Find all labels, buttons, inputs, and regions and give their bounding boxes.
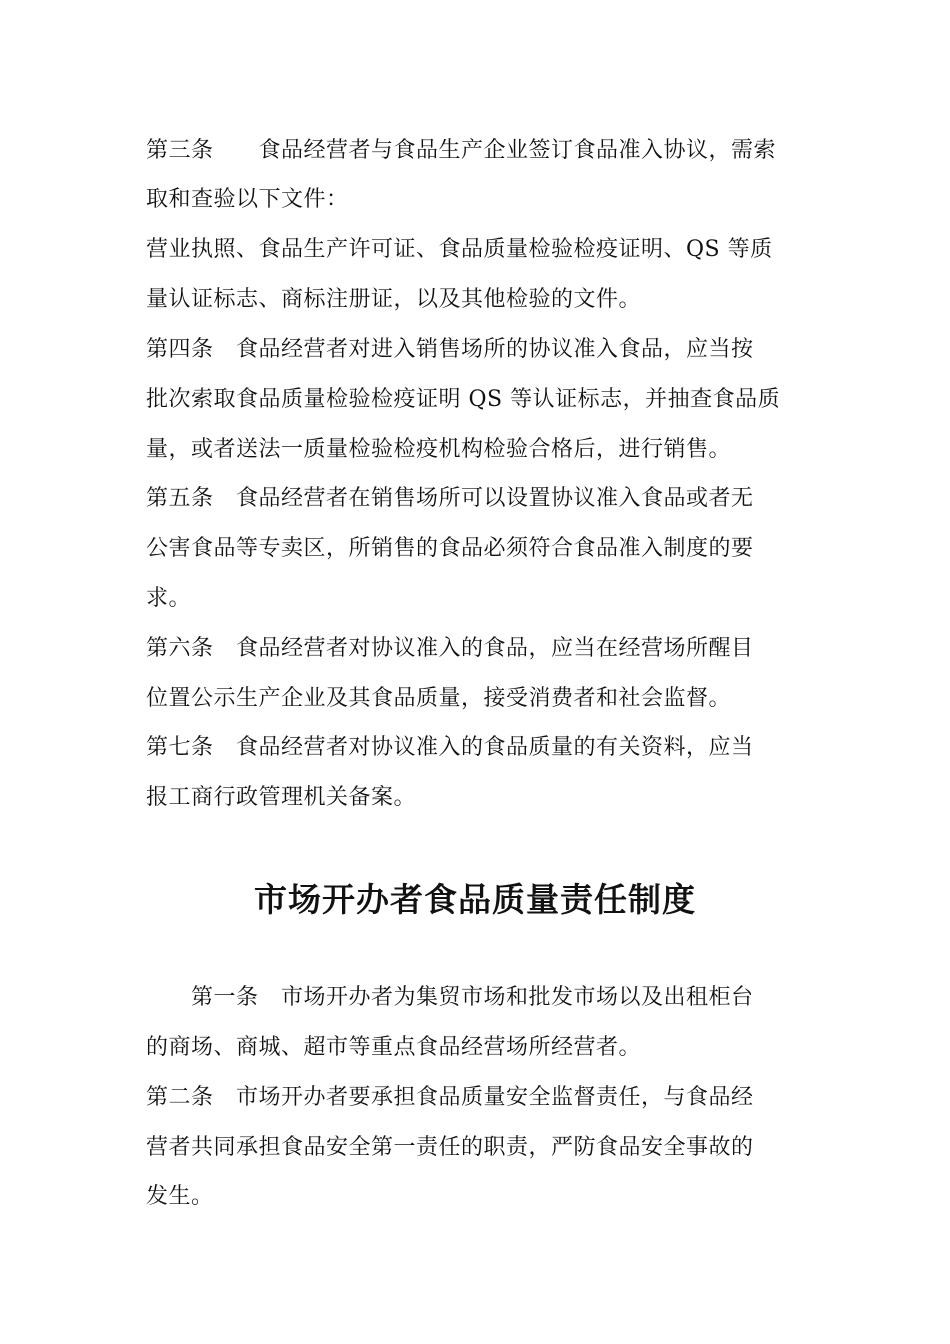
text-line: 第七条 食品经营者对协议准入的食品质量的有关资料，应当 xyxy=(146,735,754,760)
text-line: 营业执照、食品生产许可证、食品质量检验检疫证明、QS 等质 xyxy=(146,237,773,262)
text-line: 报工商行政管理机关备案。 xyxy=(146,785,417,810)
text-line: 的商场、商城、超市等重点食品经营场所经营者。 xyxy=(146,1035,642,1060)
text-line: 量，或者送法一质量检验检疫机构检验合格后，进行销售。 xyxy=(146,437,732,462)
text-line: 取和查验以下文件： xyxy=(146,187,349,212)
text-line: 第一条 市场开办者为集贸市场和批发市场以及出租柜台 xyxy=(146,985,754,1010)
text-line: 第五条 食品经营者在销售场所可以设置协议准入食品或者无 xyxy=(146,486,754,511)
text-line: 第四条 食品经营者对进入销售场所的协议准入食品，应当按 xyxy=(146,337,754,362)
text-line: 第三条 食品经营者与食品生产企业签订食品准入协议，需索 xyxy=(146,138,777,163)
text-line: 批次索取食品质量检验检疫证明 QS 等认证标志，并抽查食品质 xyxy=(146,387,781,412)
text-line: 营者共同承担食品安全第一责任的职责，严防食品安全事故的 xyxy=(146,1135,754,1160)
text-line: 求。 xyxy=(146,586,192,611)
text-line: 位置公示生产企业及其食品质量，接受消费者和社会监督。 xyxy=(146,686,732,711)
text-line: 第二条 市场开办者要承担食品质量安全监督责任，与食品经 xyxy=(146,1085,754,1110)
text-line: 公害食品等专卖区，所销售的食品必须符合食品准入制度的要 xyxy=(146,536,754,561)
text-line: 发生。 xyxy=(146,1184,214,1209)
text-line: 第六条 食品经营者对协议准入的食品，应当在经营场所醒目 xyxy=(146,636,754,661)
text-line: 量认证标志、商标注册证，以及其他检验的文件。 xyxy=(146,287,642,312)
section-title: 市场开办者食品质量责任制度 xyxy=(254,880,696,919)
